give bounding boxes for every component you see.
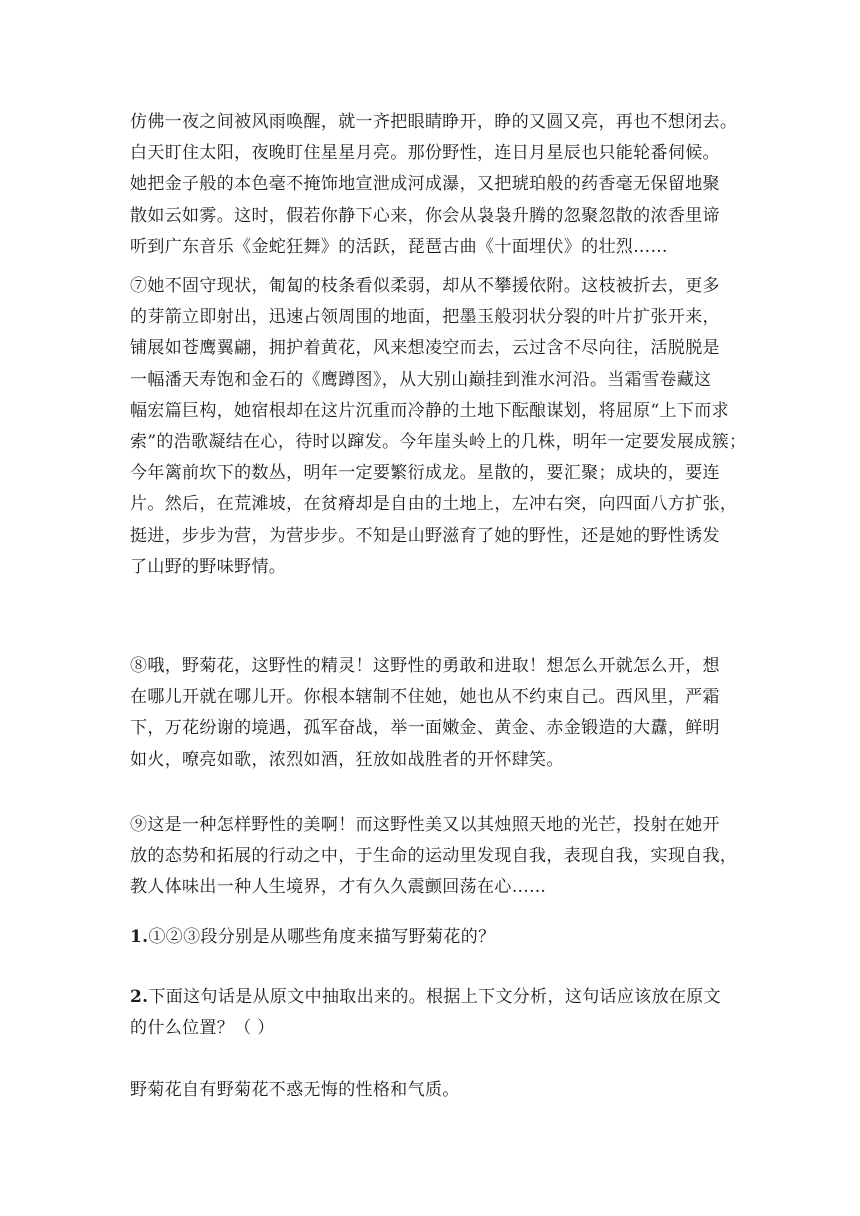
- question-text: ①②③段分别是从哪些角度来描写野菊花的？: [148, 927, 496, 947]
- text-line: 白天盯住太阳，夜晚盯住星星月亮。那份野性，连日月星辰也只能轮番伺候。: [130, 143, 720, 164]
- paragraph-8: [130, 651, 720, 776]
- question-text: 下面这句话是从原文中抽取出来的。根据上下文分析，这句话应该放在原文: [148, 987, 722, 1007]
- text-line: 教人体味出一种人生境界，才有久久震颤回荡在心……: [130, 877, 547, 898]
- text-line: 的芽箭立即射出，迅速占领周围的地面，把墨玉般羽状分裂的叶片扩张开来，: [130, 307, 720, 328]
- question-1: [130, 922, 495, 953]
- text-line: 一幅潘天寿饱和金石的《鹰蹲图》，从大别山巅挂到淮水河沿。当霜雪卷藏这: [130, 369, 712, 390]
- text-line: ⑨这是一种怎样野性的美啊！而这野性美又以其烛照天地的光芒，投射在她开: [130, 815, 720, 835]
- question-2: [130, 982, 721, 1044]
- text-line: 的什么位置？（ ）: [130, 1018, 275, 1039]
- text-line: 她把金子般的本色毫不掩饰地宣泄成河成瀑，又把琥珀般的药香毫无保留地聚: [130, 174, 720, 195]
- text-line: 仿佛一夜之间被风雨唤醒，就一齐把眼睛睁开，睁的又圆又亮，再也不想闭去。: [130, 112, 738, 132]
- text-line: 今年篱前坎下的数丛，明年一定要繁衍成龙。星散的，要汇聚；成块的，要连: [130, 463, 720, 484]
- text-line: [130, 982, 721, 1013]
- text-line: 放的态势和拓展的行动之中，于生命的运动里发现自我，表现自我，实现自我，: [130, 846, 738, 867]
- extract-sentence: [130, 1075, 460, 1106]
- question-number: 1.: [130, 927, 149, 947]
- paragraph-6-continued: [130, 107, 737, 263]
- text-line: 了山野的野味野情。: [130, 556, 287, 577]
- text-line: ⑦她不固守现状，匍匐的枝条看似柔弱，却从不攀援依附。这枝被折去，更多: [130, 276, 720, 296]
- text-line: 下，万花纷谢的境遇，孤军奋战，举一面嫩金、黄金、赤金锻造的大纛，鲜明: [130, 718, 720, 739]
- text-line: 野菊花自有野菊花不惑无悔的性格和气质。: [130, 1080, 460, 1100]
- paragraph-7: [130, 271, 746, 583]
- question-number: 2.: [130, 987, 149, 1007]
- text-line: 索”的浩歌凝结在心，待时以蹿发。今年崖头岭上的几株，明年一定要发展成簇；: [130, 432, 747, 453]
- text-line: 铺展如苍鹰翼翩，拥护着黄花，风来想凌空而去，云过含不尽向往，活脱脱是: [130, 338, 720, 359]
- text-line: 幅宏篇巨构，她宿根却在这片沉重而冷静的土地下酝酿谋划，将屈原“上下而求: [130, 400, 729, 421]
- text-line: 片。然后，在荒滩坡，在贫瘠却是自由的土地上，左冲右突，向四面八方扩张，: [130, 494, 738, 515]
- text-line: 挺进，步步为营，为营步步。不知是山野滋育了她的野性，还是她的野性诱发: [130, 525, 720, 546]
- text-line: ⑧哦，野菊花，这野性的精灵！这野性的勇敢和进取！想怎么开就怎么开，想: [130, 656, 720, 676]
- text-line: 如火，嘹亮如歌，浓烈如酒，狂放如战胜者的开怀肆笑。: [130, 749, 564, 770]
- text-line: 听到广东音乐《金蛇狂舞》的活跃，琵琶古曲《十面埋伏》的壮烈……: [130, 236, 668, 257]
- text-line: 在哪儿开就在哪儿开。你根本辖制不住她，她也从不约束自己。西风里，严霜: [130, 687, 720, 708]
- paragraph-9: [130, 810, 737, 904]
- text-line: 散如云如雾。这时，假若你静下心来，你会从袅袅升腾的忽聚忽散的浓香里谛: [130, 205, 720, 226]
- text-line: [130, 922, 495, 953]
